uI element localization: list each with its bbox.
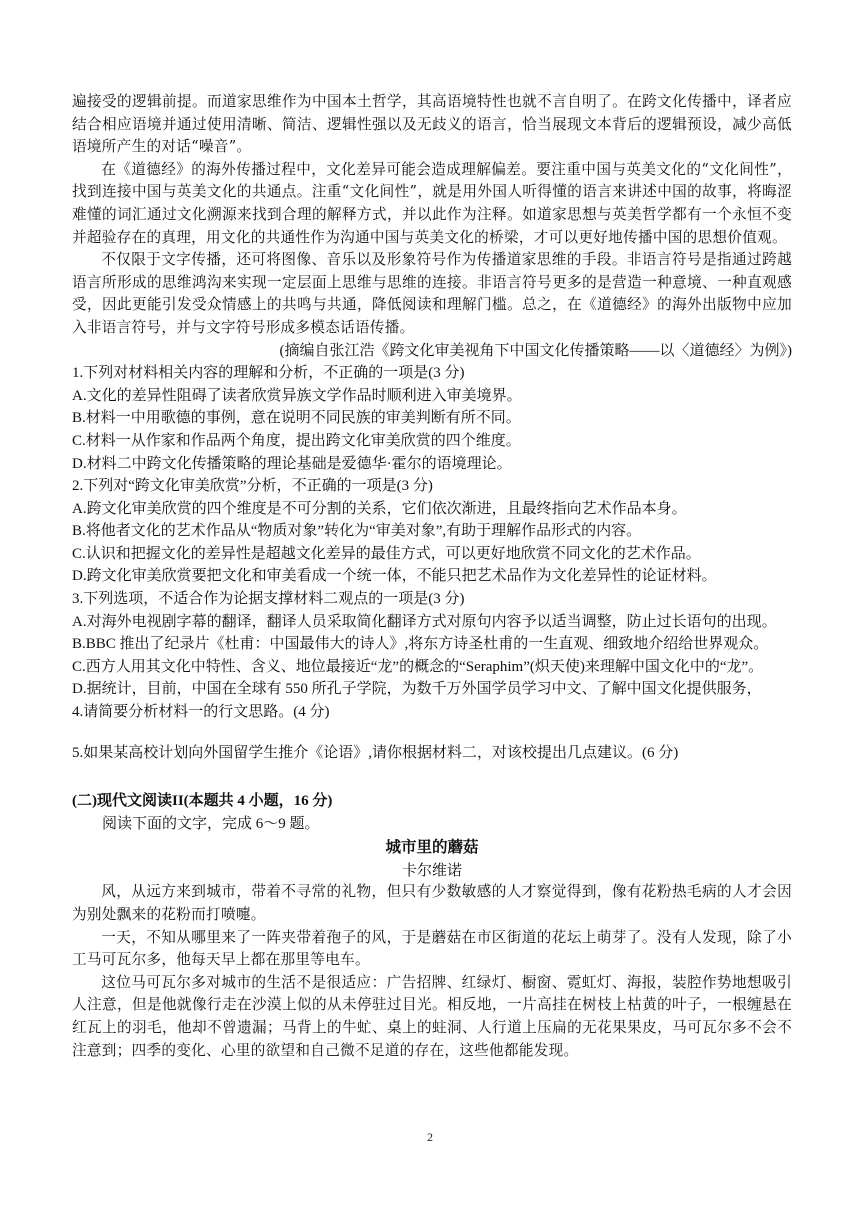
story-author: 卡尔维诺 [401, 861, 462, 880]
question-1 [72, 362, 792, 475]
question-stem: 3.下列选项，不适合作为论据支撑材料二观点的一项是(3 分) [72, 591, 465, 608]
question-2 [72, 475, 792, 588]
answer-space [72, 764, 792, 790]
option-a: A.文化的差异性阻碍了读者欣赏异族文学作品时顺利进入审美境界。 [72, 387, 522, 404]
passage-paragraph: 不仅限于文字传播，还可将图像、音乐以及形象符号作为传播道家思维的手段。非语言符号是指通过跨越语言所形成的思维鸿沟来实现一定层面上思维与思维的连接。非语言符号更多的是营造一种意境、一种直观感受，因此更能引发受众情感上的共鸣与共通，降低阅读和理解门槛。总之，在《道德经》的海外出版物中应加入非语言符号，并与文字符号形成多模态话语传播。 [72, 251, 792, 336]
question-3 [72, 588, 792, 701]
question-stem: 2.下列对“跨文化审美欣赏”分析，不正确的一项是(3 分) [72, 478, 433, 495]
page-number: 2 [427, 1130, 433, 1144]
story-title: 城市里的蘑菇 [385, 838, 479, 857]
option-d: D.据统计，目前，中国在全球有 550 所孔子学院，为数千万外国学员学习中文、了解中国文化提供服务， [72, 681, 762, 698]
passage-source: (摘编自张江浩《跨文化审美视角下中国文化传播策略——以〈道德经〉为例》) [279, 342, 792, 359]
option-c: C.认识和把握文化的差异性是超越文化差异的最佳方式，可以更好地欣赏不同文化的艺术作品。 [72, 545, 701, 562]
story-paragraph: 风，从远方来到城市，带着不寻常的礼物，但只有少数敏感的人才察觉得到，像有花粉热毛病的人才会因为别处飘来的花粉而打喷嚏。 [72, 883, 792, 923]
option-a: A.对海外电视剧字幕的翻译，翻译人员采取简化翻译方式对原句内容予以适当调整，防止过长语句的出现。 [72, 613, 777, 630]
option-b: B.BBC 推出了纪录片《杜甫：中国最伟大的诗人》,将东方诗圣杜甫的一生直观、细致地介绍给世界观众。 [72, 636, 769, 653]
option-b: B.材料一中用歌德的事例，意在说明不同民族的审美判断有所不同。 [72, 410, 521, 427]
section-instruction: 阅读下面的文字，完成 6～9 题。 [102, 815, 320, 832]
passage-paragraph-continued: 遍接受的逻辑前提。而道家思维作为中国本土哲学，其高语境特性也就不言自明了。在跨文化传播中，译者应结合相应语境并通过使用清晰、简洁、逻辑性强以及无歧义的语言，恰当展现文本背后的逻辑预设，减少高低语境所产生的对话“噪音”。 [72, 93, 792, 156]
option-d: D.跨文化审美欣赏要把文化和审美看成一个统一体，不能只把艺术品作为文化差异性的论证材料。 [72, 568, 717, 585]
option-b: B.将他者文化的艺术作品从“物质对象”转化为“审美对象”,有助于理解作品形式的内容。 [72, 523, 642, 540]
option-c: C.材料一从作家和作品两个角度，提出跨文化审美欣赏的四个维度。 [72, 432, 521, 449]
question-5: 5.如果某高校计划向外国留学生推介《论语》,请你根据材料二，对该校提出几点建议。(6 分) [72, 744, 679, 761]
option-a: A.跨文化审美欣赏的四个维度是不可分割的关系，它们依次渐进，且最终指向艺术作品本身。 [72, 500, 687, 517]
passage-paragraph: 在《道德经》的海外传播过程中，文化差异可能会造成理解偏差。要注重中国与英美文化的“文化间性”，找到连接中国与英美文化的共通点。注重“文化间性”，就是用外国人听得懂的语言来讲述中国的故事，将晦涩难懂的词汇通过文化溯源来找到合理的解释方式，并以此作为注释。如道家思想与英美哲学都有一个永恒不变并超验存在的真理，用文化的共通性作为沟通中国与英美文化的桥梁，才可以更好地传播中国的思想价值观。 [72, 160, 792, 246]
story-paragraph: 这位马可瓦尔多对城市的生活不是很适应：广告招牌、红绿灯、橱窗、霓虹灯、海报，装腔作势地想吸引人注意，但是他就像行走在沙漠上似的从未停驻过目光。相反地，一片高挂在树枝上枯黄的叶子，一根缠悬在红瓦上的羽毛，他却不曾遗漏；马背上的牛虻、桌上的蛀洞、人行道上压扁的无花果果皮，马可瓦尔多不会不注意到；四季的变化、心里的欲望和自己微不足道的存在，这些他都能发现。 [72, 973, 792, 1059]
question-4: 4.请简要分析材料一的行文思路。(4 分) [72, 704, 330, 721]
section-heading: (二)现代文阅读II(本题共 4 小题，16 分) [72, 793, 333, 810]
page-content [72, 91, 792, 1062]
question-stem: 1.下列对材料相关内容的理解和分析，不正确的一项是(3 分) [72, 365, 465, 382]
answer-space [72, 724, 792, 742]
option-d: D.材料二中跨文化传播策略的理论基础是爱德华·霍尔的语境理论。 [72, 455, 512, 472]
option-c: C.西方人用其文化中特性、含义、地位最接近“龙”的概念的“Seraphim”(炽天使)来理解中国文化中的“龙”。 [72, 658, 764, 675]
story-paragraph: 一天，不知从哪里来了一阵夹带着孢子的风，于是蘑菇在市区街道的花坛上萌芽了。没有人发现，除了小工马可瓦尔多，他每天早上都在那里等电车。 [72, 928, 792, 969]
